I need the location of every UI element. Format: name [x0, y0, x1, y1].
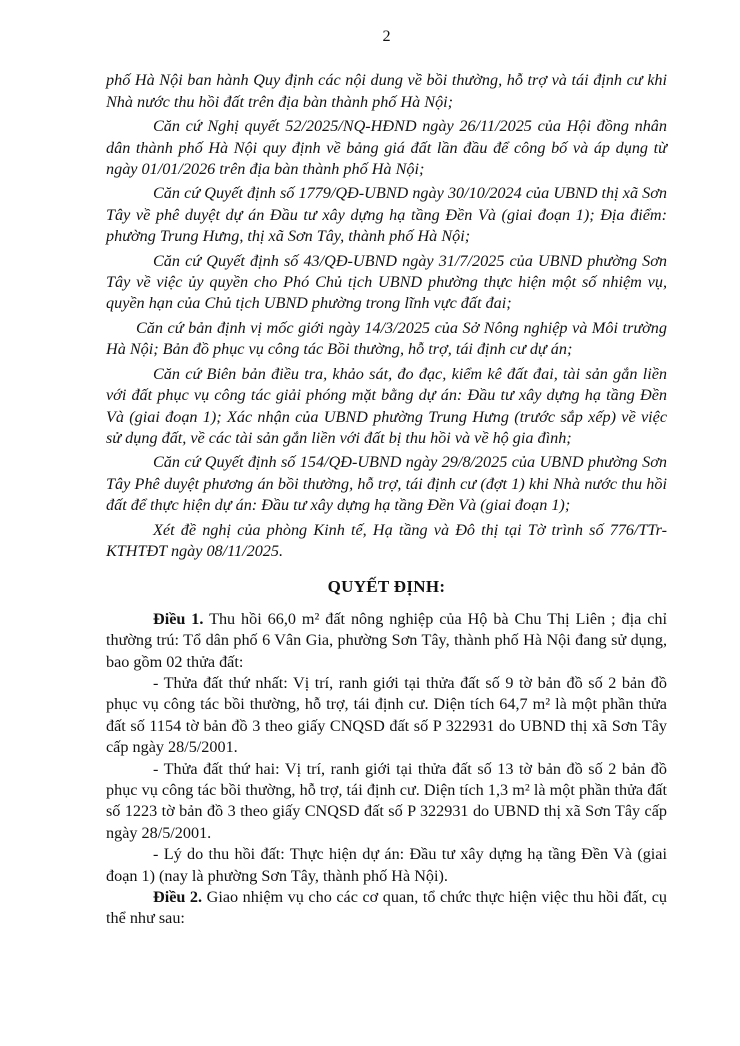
page-number: 2	[382, 27, 391, 45]
article-2-label: Điều 2.	[153, 888, 203, 907]
recovery-reason-paragraph: - Lý do thu hồi đất: Thực hiện dự án: Đầu tư xây dựng hạ tầng Đền Và (giai đoạn 1) (nay là phường Sơn Tây, thành phố Hà Nội).	[106, 845, 667, 885]
article-1-text: Thu hồi 66,0 m² đất nông nghiệp của Hộ bà Chu Thị Liên ; địa chỉ thường trú: Tổ dân phố 6 Vân Gia, phường Sơn Tây, thành phố Hà Nội đang sử dụng, bao gồm 02 thửa đất:	[106, 609, 668, 671]
article-1-label: Điều 1.	[153, 609, 204, 628]
article-2-text: Giao nhiệm vụ cho các cơ quan, tổ chức thực hiện việc thu hồi đất, cụ thể như sau:	[106, 888, 667, 928]
preamble-paragraph-decision-1779: Căn cứ Quyết định số 1779/QĐ-UBND ngày 30/10/2024 của UBND thị xã Sơn Tây về phê duyệt dự án Đầu tư xây dựng hạ tầng Đền Và (giai đoạn 1); Địa điểm: phường Trung Hưng, thị xã Sơn Tây, thành phố Hà Nội;	[106, 184, 667, 246]
parcel-1-paragraph: - Thửa đất thứ nhất: Vị trí, ranh giới tại thửa đất số 9 tờ bản đồ số 2 bản đồ phục vụ công tác bồi thường, hỗ trợ, tái định cư. Diện tích 64,7 m² là một phần thửa đất số 1154 tờ bản đồ 3 theo giấy CNQSD đất số P 322931 do UBND thị xã Sơn Tây cấp ngày 28/5/2001.	[106, 673, 667, 757]
preamble-paragraph-survey-record: Căn cứ Biên bản điều tra, khảo sát, đo đạc, kiểm kê đất đai, tài sản gắn liền với đất phục vụ công tác giải phóng mặt bằng dự án: Đầu tư xây dựng hạ tầng Đền Và (giai đoạn 1); Xác nhận của UBND phường Trung Hưng (trước sắp xếp) về việc sử dụng đất, về các tài sản gắn liền với đất bị thu hồi và về hộ gia đình;	[106, 364, 667, 447]
preamble-paragraph-decision-43: Căn cứ Quyết định số 43/QĐ-UBND ngày 31/7/2025 của UBND phường Sơn Tây về việc ủy quyền cho Phó Chủ tịch UBND phường thực hiện một số nhiệm vụ, quyền hạn của Chủ tịch UBND phường trong lĩnh vực đất đai;	[106, 251, 667, 313]
parcel-2-paragraph: - Thửa đất thứ hai: Vị trí, ranh giới tại thửa đất số 13 tờ bản đồ số 2 bản đồ phục vụ công tác bồi thường, hỗ trợ, tái định cư. Diện tích 1,3 m² là một phần thửa đất số 1223 tờ bản đồ 3 theo giấy CNQSD đất số P 322931 do UBND thị xã Sơn Tây cấp ngày 28/5/2001.	[106, 759, 667, 842]
article-2-paragraph	[106, 887, 667, 930]
preamble-paragraph-resolution-52: Căn cứ Nghị quyết 52/2025/NQ-HĐND ngày 26/11/2025 của Hội đồng nhân dân thành phố Hà Nội quy định về bảng giá đất lần đầu để công bố và áp dụng từ ngày 01/01/2026 trên địa bàn thành phố Hà Nội;	[106, 117, 667, 179]
preamble-paragraph-boundary-marker: Căn cứ bản định vị mốc giới ngày 14/3/2025 của Sở Nông nghiệp và Môi trường Hà Nội; Bản đồ phục vụ công tác Bồi thường, hỗ trợ, tái định cư dự án;	[106, 318, 667, 359]
preamble-paragraph-continuation: phố Hà Nội ban hành Quy định các nội dung về bồi thường, hỗ trợ và tái định cư khi Nhà nước thu hồi đất trên địa bàn thành phố Hà Nội;	[106, 71, 667, 111]
preamble-paragraph-proposal: Xét đề nghị của phòng Kinh tế, Hạ tầng và Đô thị tại Tờ trình số 776/TTr-KTHTĐT ngày 08/11/2025.	[106, 520, 667, 560]
decision-heading: QUYẾT ĐỊNH:	[327, 577, 446, 597]
preamble-paragraph-decision-154: Căn cứ Quyết định số 154/QĐ-UBND ngày 29/8/2025 của UBND phường Sơn Tây Phê duyệt phương án bồi thường, hỗ trợ, tái định cư (đợt 1) khi Nhà nước thu hồi đất để thực hiện dự án: Đầu tư xây dựng hạ tầng Đền Và (giai đoạn 1);	[106, 453, 667, 515]
article-1-paragraph	[106, 609, 667, 673]
